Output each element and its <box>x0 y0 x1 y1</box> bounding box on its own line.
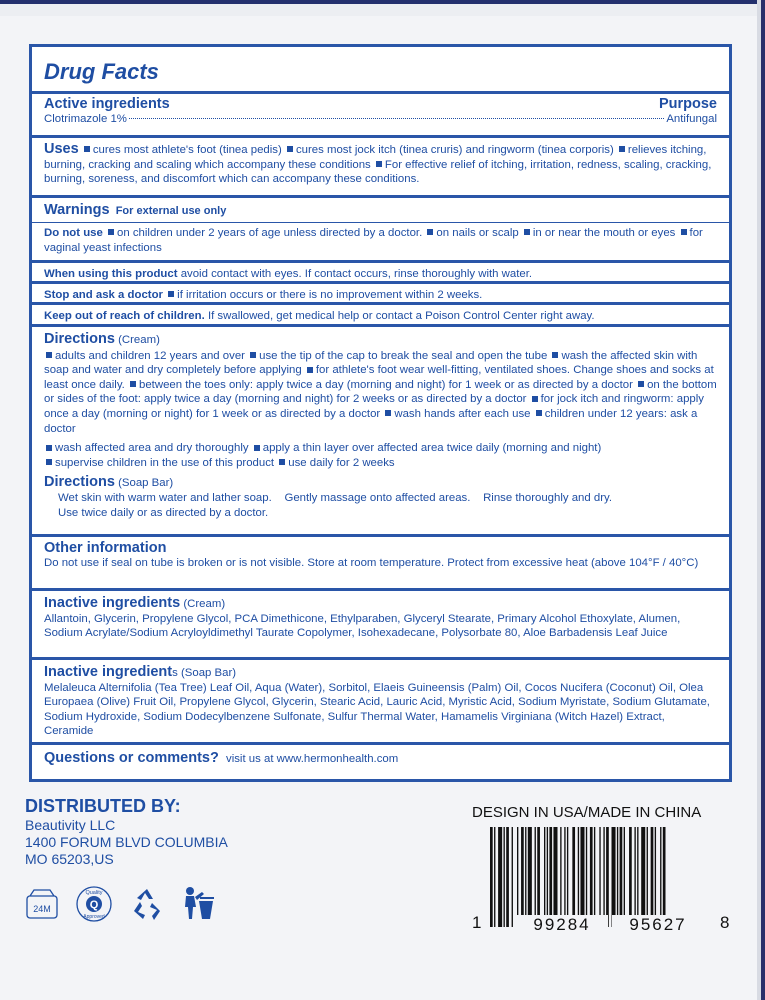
directions-soap-heading: Directions <box>44 474 115 491</box>
barcode-bar <box>594 827 595 927</box>
direction-item: adults and children 12 years and over <box>55 349 245 362</box>
distributor-heading: DISTRIBUTED BY: <box>25 796 181 816</box>
barcode-bar <box>521 827 524 927</box>
barcode-bar <box>560 827 561 927</box>
when-using-text: avoid contact with eyes. If contact occurs, rinse thoroughly with water. <box>180 268 533 280</box>
inactive-cream-heading: Inactive ingredients <box>44 595 181 611</box>
barcode-bar <box>647 827 648 927</box>
barcode-bar <box>506 827 509 927</box>
barcode-bar <box>537 827 540 927</box>
barcode-bar <box>544 827 545 927</box>
direction-item: wash the affected skin with soap and water and dry completely before applying <box>44 349 698 377</box>
directions-soap-sub: (Soap Bar) <box>118 477 174 490</box>
questions-section <box>32 742 729 779</box>
purpose-heading: Purpose <box>658 96 717 112</box>
barcode-bar <box>512 827 513 927</box>
barcode-bar <box>590 827 593 927</box>
barcode-bar <box>564 827 565 927</box>
barcode-bar <box>498 827 502 927</box>
barcode-bar <box>517 827 518 927</box>
soap-step: Wet skin with warm water and lather soap. <box>58 491 272 504</box>
direction-item: children under 12 years: ask a doctor <box>44 407 698 435</box>
direction-item: wash hands after each use <box>394 407 531 420</box>
soap-step: Gently massage onto affected areas. <box>284 491 471 504</box>
barcode-bar <box>567 827 568 927</box>
keep-out-label: Keep out of reach of children. <box>44 310 205 322</box>
soap-step: Use twice daily or as directed by a doctor. <box>58 506 269 519</box>
box-right-edge <box>757 0 765 1000</box>
direction-item: use the tip of the cap to break the seal and open the tube <box>259 349 548 362</box>
when-using-section <box>32 260 729 281</box>
active-purpose: Antifungal <box>666 112 717 125</box>
distributor-block <box>25 796 228 868</box>
warnings-heading: Warnings <box>44 202 110 218</box>
other-information-text: Do not use if seal on tube is broken or is not visible. Store at room temperature. Protect from excessive heat (above 104°F / 40°C) <box>44 556 699 569</box>
questions-link[interactable]: visit us at www.hermonhealth.com <box>226 753 399 765</box>
direction-item: on the bottom or sides of the foot: apply twice a day (morning and night) for 2 weeks or as directed by a doctor <box>44 378 717 406</box>
active-ingredients-section <box>32 91 729 135</box>
barcode-bar <box>504 827 505 927</box>
pao-label: 24M <box>33 904 51 914</box>
inactive-cream-sub: (Cream) <box>183 598 226 610</box>
inactive-soap-heading: Inactive ingredient <box>44 664 173 680</box>
barcode-block <box>472 804 732 945</box>
directions-cream-heading: Directions <box>44 331 115 347</box>
tidyman-icon <box>180 885 216 923</box>
barcode-bar <box>620 827 623 927</box>
recycle-icon <box>128 885 166 923</box>
barcode-bar <box>490 827 493 927</box>
barcode-bar <box>553 827 557 927</box>
distributor-name: Beautivity LLC <box>25 817 116 833</box>
uses-heading: Uses <box>44 141 79 157</box>
barcode-bar <box>525 827 526 927</box>
uses-item: cures most athlete's foot (tinea pedis) <box>92 144 282 156</box>
other-information-section <box>32 534 729 588</box>
inactive-soap-section <box>32 657 729 742</box>
barcode-bar <box>637 827 638 927</box>
barcode-bar <box>624 827 625 927</box>
directions-cream-sub: (Cream) <box>118 334 160 346</box>
barcode-bar <box>629 827 632 927</box>
barcode-bar <box>660 827 661 927</box>
directions-section <box>32 324 729 534</box>
inactive-soap-sub: s (Soap Bar) <box>172 667 237 679</box>
direction-item: supervise children in the use of this product <box>55 456 275 469</box>
barcode-bar <box>599 827 600 927</box>
barcode-bar <box>535 827 536 927</box>
barcode-bar <box>547 827 548 927</box>
quality-sub: Approved <box>83 914 105 920</box>
do-not-use-section <box>32 222 729 260</box>
barcode-bar <box>549 827 552 927</box>
quality-label: Quality <box>85 890 103 896</box>
soap-step: Rinse thoroughly and dry. <box>483 491 613 504</box>
quality-letter: Q <box>89 899 99 911</box>
uses-section <box>32 135 729 195</box>
drug-facts-panel <box>29 44 732 782</box>
inactive-cream-text: Allantoin, Glycerin, Propylene Glycol, PCA Dimethicone, Ethylparaben, Glyceryl Stearate, Primary Alcohol Ethoxylate, Alumen, Sodium Acrylate/Sodium Acryloyldimethyl Taurate Copolymer, Isohexadecane, Polysorbate 80, Aloe Barbadensis Leaf Juice <box>44 612 681 640</box>
inactive-soap-text: Melaleuca Alternifolia (Tea Tree) Leaf Oil, Aqua (Water), Sorbitol, Elaeis Guineensis (Palm) Oil, Cocos Nucifera (Coconut) Oil, Olea Europaea (Olive) Fruit Oil, Propylene Glycol, Glycerin, Stearic Acid, Lauric Acid, Myristic Acid, Sodium Myristate, Sodium Glutamate, Sodium Hydroxide, Sodium Dodecylbenzene Sulfonate, Sulfur Thermal Water, Hamamelis Virginiana (Witch Hazel) Extract, Ceramide <box>44 681 710 738</box>
barcode-bar <box>580 827 584 927</box>
when-using-label: When using this product <box>44 268 178 280</box>
barcode-bar <box>586 827 587 927</box>
uses-item: relieves itching, burning, cracking and scaling which accompany these conditions <box>44 144 707 171</box>
do-not-use-item: for vaginal yeast infections <box>44 227 703 254</box>
drug-facts-title: Drug Facts <box>44 59 159 84</box>
barcode-digit-first: 1 <box>472 913 482 932</box>
do-not-use-item: on nails or scalp <box>436 227 519 239</box>
warnings-note: For external use only <box>115 205 227 217</box>
barcode-bars <box>490 827 714 927</box>
direction-item: for athlete's foot wear well-fitting, ventilated shoes. Change shoes and socks at least once daily. <box>44 364 714 391</box>
barcode-bar <box>655 827 656 927</box>
direction-item: between the toes only: apply twice a day (morning and night) for 1 week or as directed by a doctor <box>139 378 633 391</box>
quality-approved-icon <box>74 884 114 924</box>
distributor-address: 1400 FORUM BLVD COLUMBIA <box>25 834 228 850</box>
stop-ask-label: Stop and ask a doctor <box>44 289 163 301</box>
barcode-bar <box>651 827 654 927</box>
keep-out-section <box>32 302 729 324</box>
barcode-bar <box>663 827 666 927</box>
barcode-bar <box>641 827 645 927</box>
distributor-city: MO 65203,US <box>25 851 114 867</box>
barcode-bar <box>606 827 609 927</box>
active-ingredient: Clotrimazole 1% <box>44 112 127 125</box>
inactive-cream-section <box>32 588 729 657</box>
barcode-bar <box>612 827 616 927</box>
direction-item: for jock itch and ringworm: apply once a day (morning or night) for 1 week or as directed by a doctor <box>44 393 704 420</box>
warnings-section <box>32 195 729 222</box>
symbol-row <box>24 884 216 924</box>
keep-out-text: If swallowed, get medical help or contact a Poison Control Center right away. <box>207 310 595 322</box>
stop-ask-text: if irritation occurs or there is no improvement within 2 weeks. <box>177 289 483 301</box>
barcode-bar <box>617 827 618 927</box>
direction-item: use daily for 2 weeks <box>288 456 395 469</box>
stop-ask-section <box>32 281 729 302</box>
questions-heading: Questions or comments? <box>44 750 219 766</box>
barcode-bar <box>528 827 532 927</box>
other-information-heading: Other information <box>44 540 167 556</box>
barcode-bar <box>578 827 579 927</box>
box-top-edge <box>0 0 765 16</box>
uses-item: For effective relief of itching, irritation, redness, scaling, cracking, burning, soreness, and discomfort which can accompany these conditions. <box>44 158 712 186</box>
period-after-opening-icon <box>24 884 60 924</box>
uses-item: cures most jock itch (tinea cruris) and ringworm (tinea corporis) <box>295 144 614 156</box>
active-ingredients-heading: Active ingredients <box>44 96 170 112</box>
origin-text: DESIGN IN USA/MADE IN CHINA <box>472 804 702 821</box>
barcode-bar <box>572 827 575 927</box>
barcode-group-left: 99284 <box>516 915 608 935</box>
direction-item: wash affected area and dry thoroughly <box>55 442 249 455</box>
do-not-use-label: Do not use <box>44 227 103 239</box>
barcode-bar <box>634 827 635 927</box>
barcode-digit-last: 8 <box>720 913 730 932</box>
direction-item: apply a thin layer over affected area twice daily (morning and night) <box>262 442 602 455</box>
barcode-bar <box>494 827 495 927</box>
do-not-use-item: in or near the mouth or eyes <box>532 227 676 239</box>
barcode-group-right: 95627 <box>612 915 704 935</box>
barcode-bar <box>603 827 604 927</box>
do-not-use-item: on children under 2 years of age unless directed by a doctor. <box>117 227 423 239</box>
